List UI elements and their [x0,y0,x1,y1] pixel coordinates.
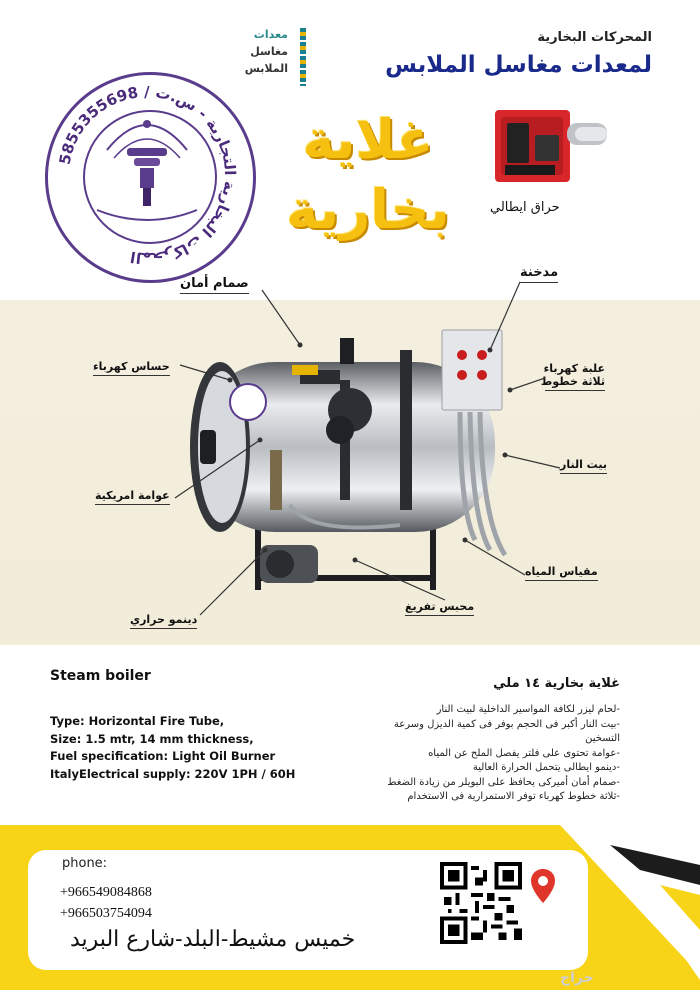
brand-title: لمعدات مغاسل الملابس [385,52,652,78]
callout-chimney: مدخنة [520,265,558,283]
specs-ar-line: -ثلاثة خطوط كهرباء توفر الاستمرارية فى الاستخدام [407,791,620,802]
burner-label: حراق ايطالي [490,200,560,215]
specs-en-title: Steam boiler [50,668,151,684]
small-brand-line-1: معدات [253,28,288,41]
phone-number-1[interactable]: +966549084868 [60,885,152,900]
specs-ar-line: -بيت النار أكبر فى الحجم بوفر فى كمية الديزل وسرعة التسخين [393,718,620,744]
callout-fire-house: بيت النار [560,458,607,474]
specs-en-line: Type: Horizontal Fire Tube, [50,714,225,728]
specs-ar-line: -صمام أمان أميركى يحافظ على البويلر من زيادة الضغط [387,776,620,788]
small-brand-line-3: الملابس [244,62,288,75]
hero-title-line-1: غلاية [302,108,434,171]
address-text: خميس مشيط-البلد-شارع البريد [70,927,356,952]
phone-number-2[interactable]: +966503754094 [60,906,152,921]
small-brand-line-2: مغاسل [250,45,288,58]
callout-safety-valve: صمام أمان [180,276,249,294]
callout-three-phase-box-line-1: علبة كهرباء [543,362,605,375]
small-brand-logo [228,26,288,77]
specs-ar-line: -عوامة تحتوى على فلتر يفصل الملح عن المياه [428,747,620,759]
callout-three-phase-box-line-2: ثلاثة خطوط [545,375,605,391]
specs-en-line: ItalyElectrical supply: 220V 1PH / 60H [50,766,296,781]
specs-ar-line: -دينمو ايطالى يتحمل الحرارة العالية [472,762,620,773]
small-brand-divider [300,28,306,86]
phone-label: phone: [62,856,108,871]
callout-water-gauge: مقياس المياه [525,565,598,581]
hero-title-line-2: بخارية [286,178,450,241]
callout-leader-lines [0,260,700,650]
italian-burner-image [495,105,615,190]
specs-en-line: Fuel specification: Light Oil Burner [50,749,276,763]
specs-ar-line: -لحام ليزر لكافة المواسير الداخلية لبيت النار [436,704,620,715]
specs-ar-list [360,703,620,805]
hero-title [278,105,458,245]
specs-en-list [50,713,295,783]
brand-top-text: المحركات البخارية [537,30,652,45]
specs-en-line: Size: 1.5 mtr, 14 mm thickness, [50,731,254,746]
callout-electric-sensor: حساس كهرباء [93,360,170,376]
location-pin-icon[interactable] [530,868,556,904]
haraj-watermark: حراج [560,970,594,986]
company-stamp-graphic [52,80,242,270]
callout-american-float: عوامة امريكية [95,489,170,505]
callout-drain-valve: محبس تفريغ [405,600,474,616]
specs-ar-title: غلاية بخارية ١٤ ملي [493,676,620,691]
qr-code[interactable] [440,862,522,944]
callout-thermal-motor: دينمو حراري [130,613,197,629]
stamp-ring-text: المحركات البخارية التجارية - س.ت / 5855355698 [55,82,240,268]
